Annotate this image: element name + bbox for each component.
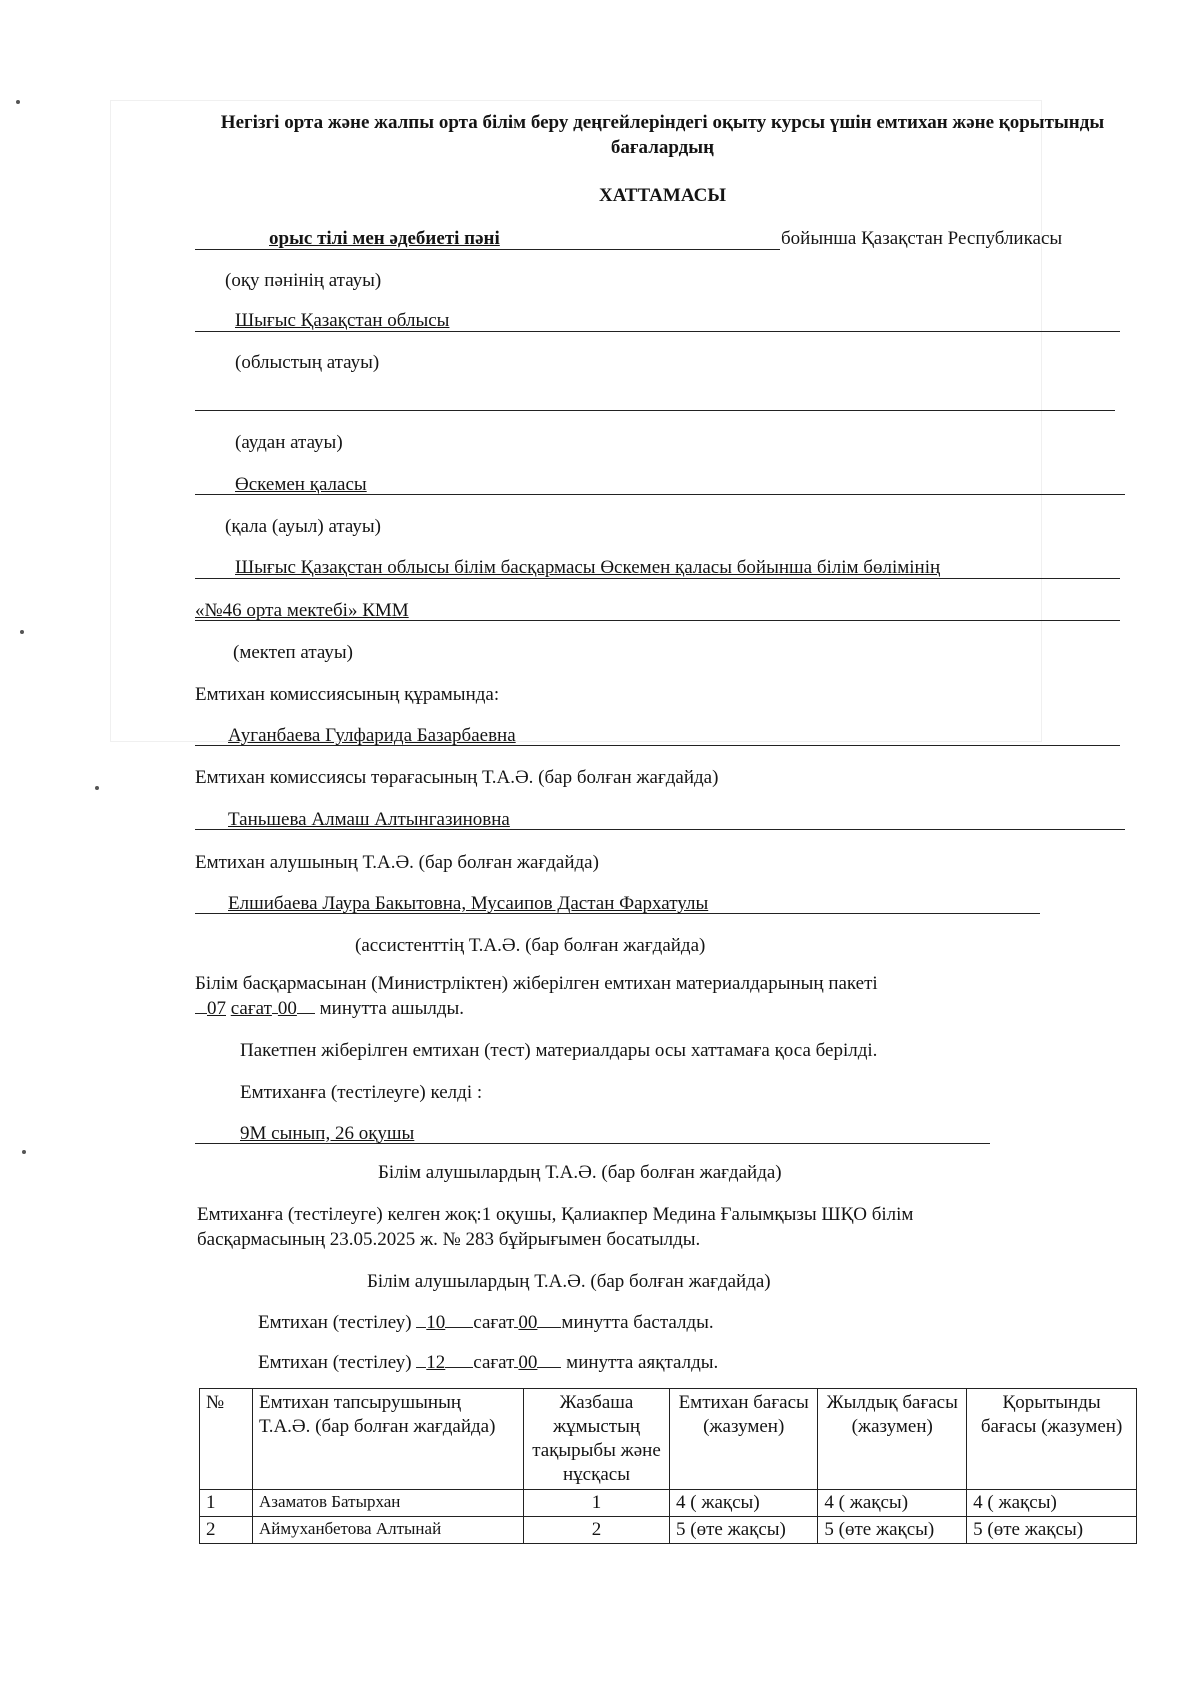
commission-chair-name: Ауганбаева Гулфарида Базарбаевна <box>228 725 516 746</box>
table-row <box>200 1490 1137 1517</box>
document-subtitle: ХАТТАМАСЫ <box>599 185 726 206</box>
col-header-exam: Емтихан бағасы (жазумен) <box>670 1389 818 1490</box>
package-minute-label: минутта ашылды. <box>319 998 465 1019</box>
school-line-2: «№46 орта мектебі» КММ <box>195 600 409 621</box>
school-line-1: Шығыс Қазақстан облысы білім басқармасы Өскемен қаласы бойынша білім бөлімінің <box>235 557 941 578</box>
end-hour-label: сағат <box>473 1352 515 1373</box>
document-title: Негізгі орта және жалпы орта білім беру деңгейлеріндегі оқыту курсы үшін емтихан және қорытынды бағалардың <box>220 112 1105 158</box>
city-line <box>195 494 1125 495</box>
col-header-year: Жылдық бағасы (жазумен) <box>818 1389 967 1490</box>
commission-chair-line <box>195 745 1120 746</box>
assistants-name: Елшибаева Лаура Бакытовна, Мусаипов Дастан Фархатулы <box>228 893 709 914</box>
students-hint: Білім алушылардың Т.А.Ә. (бар болған жағдайда) <box>378 1162 782 1183</box>
package-text: Білім басқармасынан (Министрліктен) жіберілген емтихан материалдарының пакеті <box>195 973 878 994</box>
exam-end <box>258 1352 718 1374</box>
row-year-grade: 4 ( жақсы) <box>818 1490 967 1517</box>
package-time <box>195 998 464 1020</box>
city-value: Өскемен қаласы <box>235 474 367 495</box>
subject-hint: (оқу пәнінің атауы) <box>225 270 382 291</box>
start-prefix: Емтихан (тестілеу) <box>258 1312 412 1333</box>
package-attached: Пакетпен жіберілген емтихан (тест) материалдары осы хаттамаға қоса берілді. <box>240 1040 878 1061</box>
arrived-line <box>195 1143 990 1144</box>
table-header-row <box>200 1389 1137 1490</box>
row-final-grade: 5 (өте жақсы) <box>967 1517 1137 1544</box>
row-no: 1 <box>200 1490 253 1517</box>
table-row <box>200 1517 1137 1544</box>
school-line-1-rule <box>195 578 1120 579</box>
absent-text-2: басқармасының 23.05.2025 ж. № 283 бұйрығымен босатылды. <box>197 1229 701 1250</box>
commission-heading: Емтихан комиссиясының құрамында: <box>195 684 500 705</box>
scan-speck <box>20 630 24 634</box>
absent-hint: Білім алушылардың Т.А.Ә. (бар болған жағдайда) <box>367 1271 771 1292</box>
grades-table <box>199 1388 1137 1544</box>
end-suffix: минутта аяқталды. <box>566 1352 719 1373</box>
commission-chair-hint: Емтихан комиссиясы төрағасының Т.А.Ә. (бар болған жағдайда) <box>195 767 719 788</box>
package-minute: 00 <box>277 998 297 1019</box>
package-hour: 07 <box>207 998 226 1019</box>
assistants-hint: (ассистенттің Т.А.Ә. (бар болған жағдайда) <box>355 935 706 956</box>
examiner-name: Таньшева Алмаш Алтынгазиновна <box>228 809 510 830</box>
row-name: Азаматов Батырхан <box>253 1490 524 1517</box>
arrived-value: 9М сынып, 26 оқушы <box>240 1123 415 1144</box>
city-hint: (қала (ауыл) атауы) <box>225 516 381 537</box>
start-suffix: минутта басталды. <box>561 1312 714 1333</box>
region-value: Шығыс Қазақстан облысы <box>235 310 450 331</box>
school-hint: (мектеп атауы) <box>233 642 353 663</box>
start-minute: 00 <box>518 1312 538 1333</box>
absent-text-1: Емтиханға (тестілеуге) келген жоқ:1 оқушы, Қалиакпер Медина Ғалымқызы ШҚО білім <box>197 1204 914 1225</box>
row-name: Аймуханбетова Алтынай <box>253 1517 524 1544</box>
row-exam-grade: 4 ( жақсы) <box>670 1490 818 1517</box>
end-prefix: Емтихан (тестілеу) <box>258 1352 412 1373</box>
col-header-final: Қорытынды бағасы (жазумен) <box>967 1389 1137 1490</box>
col-header-theme: Жазбаша жұмыстың тақырыбы және нұсқасы <box>524 1389 670 1490</box>
scan-speck <box>16 100 20 104</box>
examiner-hint: Емтихан алушының Т.А.Ә. (бар болған жағдайда) <box>195 852 599 873</box>
col-header-name: Емтихан тапсырушының Т.А.Ә. (бар болған жағдайда) <box>253 1389 524 1490</box>
row-exam-grade: 5 (өте жақсы) <box>670 1517 818 1544</box>
subject-suffix: бойынша Қазақстан Республикасы <box>781 228 1063 249</box>
row-final-grade: 4 ( жақсы) <box>967 1490 1137 1517</box>
start-hour: 10 <box>426 1312 446 1333</box>
subject-line <box>195 249 780 250</box>
end-hour: 12 <box>426 1352 446 1373</box>
school-line-2-rule <box>195 620 1120 621</box>
arrived-label: Емтиханға (тестілеуге) келді : <box>240 1082 483 1103</box>
district-hint: (аудан атауы) <box>235 432 343 453</box>
row-variant: 1 <box>524 1490 670 1517</box>
scan-speck <box>22 1150 26 1154</box>
subject-value: орыс тілі мен әдебиеті пәні <box>269 228 500 249</box>
start-hour-label: сағат <box>473 1312 515 1333</box>
row-variant: 2 <box>524 1517 670 1544</box>
exam-start <box>258 1312 714 1334</box>
col-header-no: № <box>200 1389 253 1490</box>
row-no: 2 <box>200 1517 253 1544</box>
region-line <box>195 331 1120 332</box>
row-year-grade: 5 (өте жақсы) <box>818 1517 967 1544</box>
examiner-line <box>195 829 1125 830</box>
district-line <box>195 410 1115 411</box>
end-minute: 00 <box>518 1352 538 1373</box>
region-hint: (облыстың атауы) <box>235 352 380 373</box>
assistants-line <box>195 913 1040 914</box>
scan-speck <box>95 786 99 790</box>
package-hour-label: сағат <box>230 998 272 1019</box>
